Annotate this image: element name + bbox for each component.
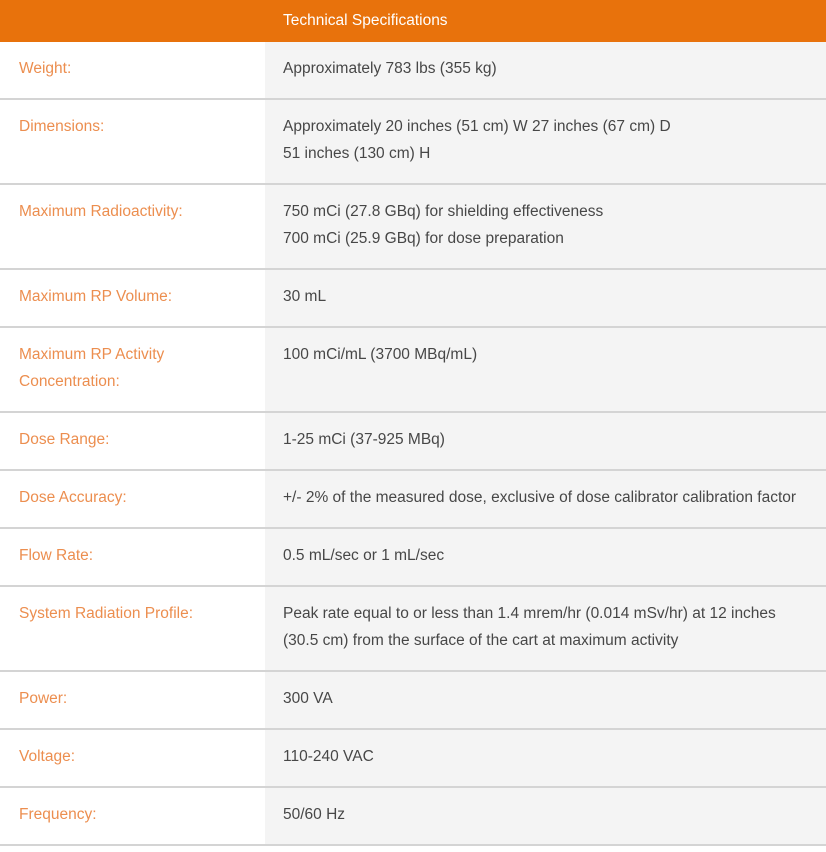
spec-value-line: 30 mL	[283, 288, 327, 305]
spec-value-line: 50/60 Hz	[283, 806, 346, 823]
spec-value-line: +/- 2% of the measured dose, exclusive of dose calibrator calibration factor	[283, 489, 797, 506]
spec-row	[0, 327, 826, 412]
spec-label: System Radiation Profile:	[0, 586, 265, 671]
spec-row	[0, 528, 826, 586]
spec-value	[265, 470, 826, 528]
spec-value	[265, 412, 826, 470]
spec-rows	[0, 42, 826, 845]
spec-value-line: 100 mCi/mL (3700 MBq/mL)	[283, 346, 478, 363]
spec-label: Weight:	[0, 42, 265, 99]
spec-value-line: 0.5 mL/sec or 1 mL/sec	[283, 547, 445, 564]
spec-value-line: Approximately 20 inches (51 cm) W 27 inches (67 cm) D	[283, 118, 671, 135]
spec-label: Frequency:	[0, 787, 265, 845]
spec-row	[0, 269, 826, 327]
spec-value-line: 51 inches (130 cm) H	[283, 145, 431, 162]
spec-label: Maximum RP Activity Concentration:	[0, 327, 265, 412]
spec-value	[265, 729, 826, 787]
spec-value-line: 1-25 mCi (37-925 MBq)	[283, 431, 445, 448]
spec-label: Maximum Radioactivity:	[0, 184, 265, 269]
spec-row	[0, 787, 826, 845]
header-label-cell	[0, 0, 265, 42]
spec-row	[0, 729, 826, 787]
spec-value	[265, 184, 826, 269]
spec-row	[0, 470, 826, 528]
spec-row	[0, 586, 826, 671]
spec-value	[265, 671, 826, 729]
spec-row	[0, 99, 826, 184]
spec-value	[265, 528, 826, 586]
spec-label: Maximum RP Volume:	[0, 269, 265, 327]
spec-label: Voltage:	[0, 729, 265, 787]
spec-value	[265, 327, 826, 412]
spec-value-line: Peak rate equal to or less than 1.4 mrem/hr (0.014 mSv/hr) at 12 inches	[283, 605, 776, 622]
spec-label: Power:	[0, 671, 265, 729]
spec-value-line: 300 VA	[283, 690, 333, 707]
spec-value-line: (30.5 cm) from the surface of the cart at maximum activity	[283, 632, 679, 649]
spec-row	[0, 42, 826, 99]
spec-value	[265, 99, 826, 184]
spec-value-line: Approximately 783 lbs (355 kg)	[283, 60, 497, 77]
spec-label: Dimensions:	[0, 99, 265, 184]
spec-label: Flow Rate:	[0, 528, 265, 586]
table-header-row	[0, 0, 826, 42]
spec-row	[0, 671, 826, 729]
spec-row	[0, 412, 826, 470]
spec-value-line: 750 mCi (27.8 GBq) for shielding effectiveness	[283, 203, 604, 220]
spec-label: Dose Accuracy:	[0, 470, 265, 528]
spec-value	[265, 586, 826, 671]
spec-value-line: 110-240 VAC	[283, 748, 374, 765]
spec-row	[0, 184, 826, 269]
spec-value	[265, 269, 826, 327]
table-title: Technical Specifications	[265, 0, 826, 42]
spec-value	[265, 42, 826, 99]
spec-value	[265, 787, 826, 845]
spec-label: Dose Range:	[0, 412, 265, 470]
spec-value-line: 700 mCi (25.9 GBq) for dose preparation	[283, 230, 564, 247]
